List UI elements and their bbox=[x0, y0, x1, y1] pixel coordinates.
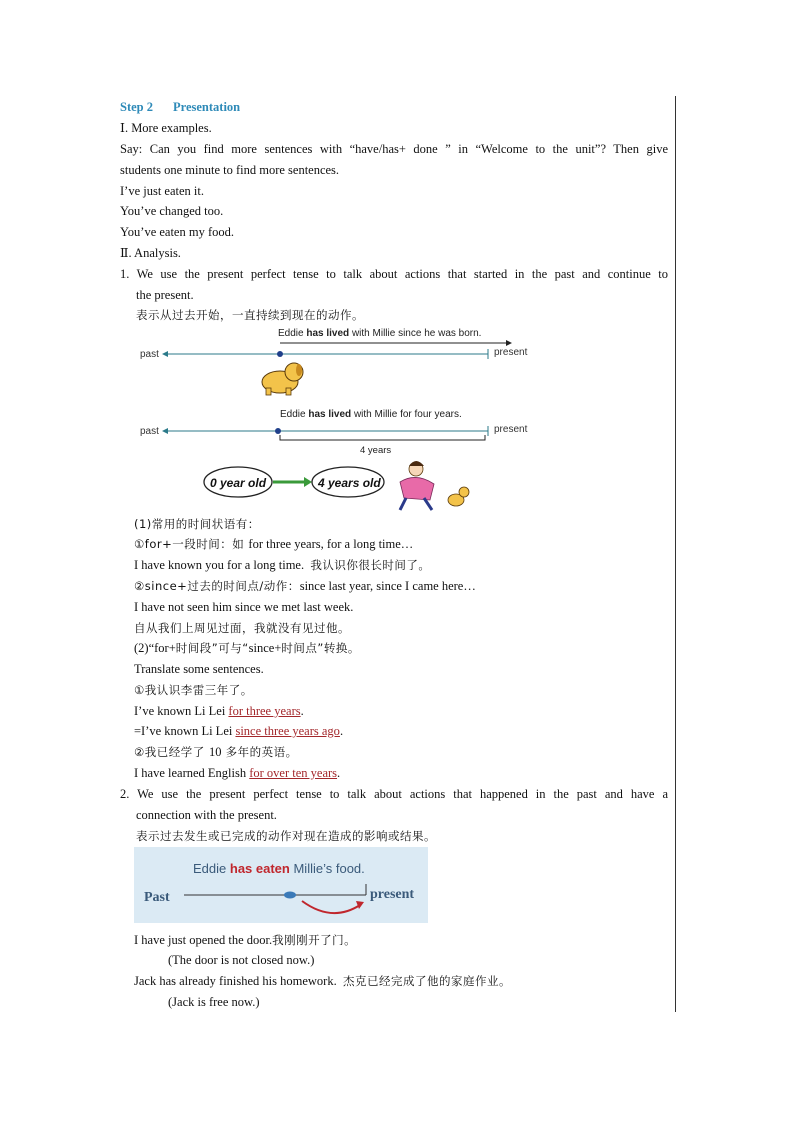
for-rule: ①for+一段时间：如 for three years, for a long time… bbox=[134, 537, 414, 551]
time-adverbial-title: (1)常用的时间状语有： bbox=[134, 517, 260, 531]
result-example-1: I have just opened the door.我刚刚开了门。 bbox=[134, 933, 357, 947]
part2-label: Ⅱ. Analysis. bbox=[120, 246, 181, 260]
point2-line-1: 2. We use the present perfect tense to talk about actions that happened in the past and have a bbox=[120, 787, 668, 801]
duration-label: 4 years bbox=[360, 445, 392, 456]
step-heading bbox=[120, 99, 240, 115]
result-note-1: (The door is not closed now.) bbox=[168, 953, 315, 967]
say-line-2: students one minute to find more sentences. bbox=[120, 163, 340, 177]
present-label: present bbox=[494, 347, 528, 358]
example-sentence: You’ve eaten my food. bbox=[120, 225, 234, 239]
since-example-en: I have not seen him since we met last week. bbox=[134, 600, 354, 614]
timeline-sentence-since: Eddie has lived with Millie since he was born. bbox=[278, 328, 482, 339]
translate-answer-2: I have learned English for over ten years. bbox=[134, 766, 341, 780]
example-sentence: I’ve just eaten it. bbox=[120, 184, 204, 198]
translate-answer-1a: I’ve known Li Lei for three years. bbox=[134, 704, 304, 718]
timeline-sentence-for: Eddie has lived with Millie for four years. bbox=[280, 409, 462, 420]
girl-with-dog-illustration bbox=[400, 461, 469, 510]
translate-instruction: Translate some sentences. bbox=[134, 662, 264, 676]
for-example: I have known you for a long time. 我认识你很长时间了。 bbox=[134, 558, 431, 572]
age-from-label: 0 year old bbox=[210, 476, 267, 490]
point2-line-2: connection with the present. bbox=[136, 808, 277, 822]
since-rule: ②since+过去的时间点/动作：since last year, since I came here… bbox=[134, 579, 476, 593]
past-label: Past bbox=[144, 890, 170, 905]
point1-line-2: the present. bbox=[136, 288, 194, 302]
answer-blank: for over ten years bbox=[249, 766, 338, 780]
step-title: Presentation bbox=[173, 100, 241, 114]
timeline-diagram-result bbox=[134, 847, 428, 923]
point2-chinese: 表示过去发生或已完成的动作对现在造成的影响或结果。 bbox=[136, 829, 436, 843]
point1-chinese: 表示从过去开始，一直持续到现在的动作。 bbox=[136, 308, 364, 322]
part1-label: Ⅰ. More examples. bbox=[120, 121, 212, 135]
answer-blank: for three years bbox=[228, 704, 301, 718]
result-example-2: Jack has already finished his homework. 杰克已经完成了他的家庭作业。 bbox=[134, 974, 511, 988]
present-label: present bbox=[370, 887, 415, 902]
past-label: past bbox=[140, 426, 159, 437]
present-label: present bbox=[494, 424, 528, 435]
point1-line-1: 1. We use the present perfect tense to talk about actions that started in the past and continue to bbox=[120, 267, 668, 281]
age-to-label: 4 years old bbox=[318, 476, 381, 490]
result-sentence: Eddie has eaten Millie’s food. bbox=[193, 861, 365, 876]
example-sentence: You’ve changed too. bbox=[120, 204, 224, 218]
say-line-1: Say: Can you find more sentences with “have/has+ done ” in “Welcome to the unit”? Then give bbox=[120, 142, 668, 156]
answer-blank: since three years ago bbox=[235, 724, 340, 738]
table-right-border bbox=[675, 96, 676, 1012]
dog-illustration bbox=[262, 363, 303, 395]
result-note-2: (Jack is free now.) bbox=[168, 995, 260, 1009]
since-example-cn: 自从我们上周见过面，我就没有见过他。 bbox=[134, 621, 350, 635]
conversion-note: (2)“for+时间段”可与“since+时间点”转换。 bbox=[134, 641, 360, 655]
timeline-diagram-since bbox=[138, 322, 538, 514]
past-label: past bbox=[140, 349, 159, 360]
age-banner bbox=[204, 467, 384, 497]
translate-answer-1b: =I’ve known Li Lei since three years ago. bbox=[134, 724, 344, 738]
step-label: Step 2 bbox=[120, 100, 153, 114]
translate-item-2: ②我已经学了 10 多年的英语。 bbox=[134, 745, 298, 759]
translate-item-1: ①我认识李雷三年了。 bbox=[134, 683, 253, 697]
